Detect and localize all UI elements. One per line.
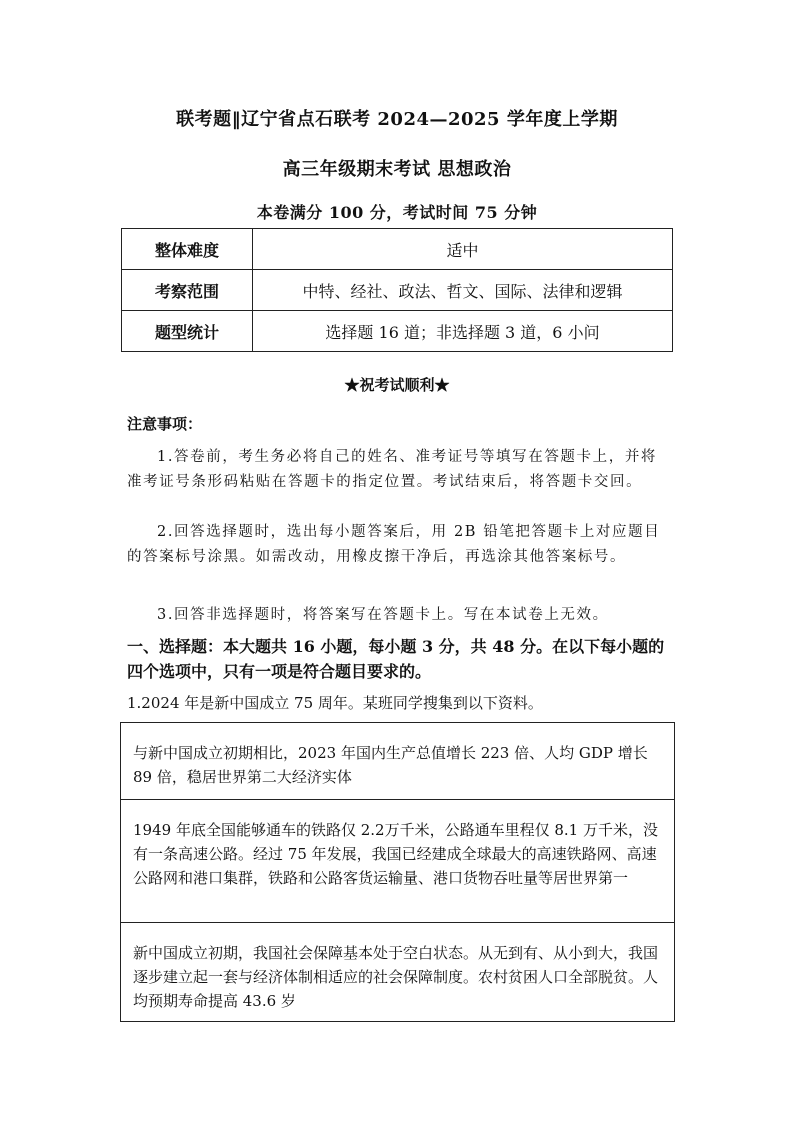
exam-title-line1: 联考题‖辽宁省点石联考 2024—2025 学年度上学期	[176, 109, 618, 130]
section-heading: 一、选择题：本大题共 16 小题，每小题 3 分，共 48 分。在以下每小题的四个选项中，只有一项是符合题目要求的。	[127, 637, 665, 681]
materials-box	[120, 722, 675, 1022]
notice-item: 2.回答选择题时，选出每小题答案后，用 2B 铅笔把答题卡上对应题目的答案标号涂黑。如需改动，用橡皮擦干净后，再选涂其他答案标号。	[127, 524, 661, 565]
table-row	[122, 311, 673, 352]
table-row	[122, 229, 673, 270]
info-table	[121, 228, 673, 352]
table-value: 适中	[253, 229, 673, 270]
notice-item: 3.回答非选择题时，将答案写在答题卡上。写在本试卷上无效。	[157, 607, 609, 623]
table-key: 考察范围	[122, 270, 253, 311]
exam-info: 本卷满分 100 分，考试时间 75 分钟	[256, 203, 538, 222]
material-item: 1949 年底全国能够通车的铁路仅 2.2万千米，公路通车里程仅 8.1 万千米，没有一条高速公路。经过 75 年发展，我国已经建成全球最大的高速铁路网、高速公路网和港口集群，铁路和公路客货运输量、港口货物吞吐量等居世界第一	[121, 800, 674, 923]
exam-title-line2: 高三年级期末考试 思想政治	[282, 159, 512, 180]
notice-item: 1.答卷前，考生务必将自己的姓名、准考证号等填写在答题卡上，并将准考证号条形码粘贴在答题卡的指定位置。考试结束后，将答题卡交回。	[127, 449, 658, 490]
table-value: 中特、经社、政法、哲文、国际、法律和逻辑	[253, 270, 673, 311]
good-luck-text: ★祝考试顺利★	[344, 376, 450, 394]
question-stem: 1.2024 年是新中国成立 75 周年。某班同学搜集到以下资料。	[127, 694, 543, 712]
notice-title: 注意事项：	[127, 415, 203, 433]
table-key: 整体难度	[122, 229, 253, 270]
table-row	[122, 270, 673, 311]
table-value: 选择题 16 道；非选择题 3 道，6 小问	[253, 311, 673, 352]
table-key: 题型统计	[122, 311, 253, 352]
material-item: 新中国成立初期，我国社会保障基本处于空白状态。从无到有、从小到大，我国逐步建立起一套与经济体制相适应的社会保障制度。农村贫困人口全部脱贫。人均预期寿命提高 43.6 岁	[133, 944, 659, 1010]
material-item: 与新中国成立初期相比，2023 年国内生产总值增长 223 倍、人均 GDP 增长 89 倍，稳居世界第二大经济实体	[121, 723, 674, 800]
